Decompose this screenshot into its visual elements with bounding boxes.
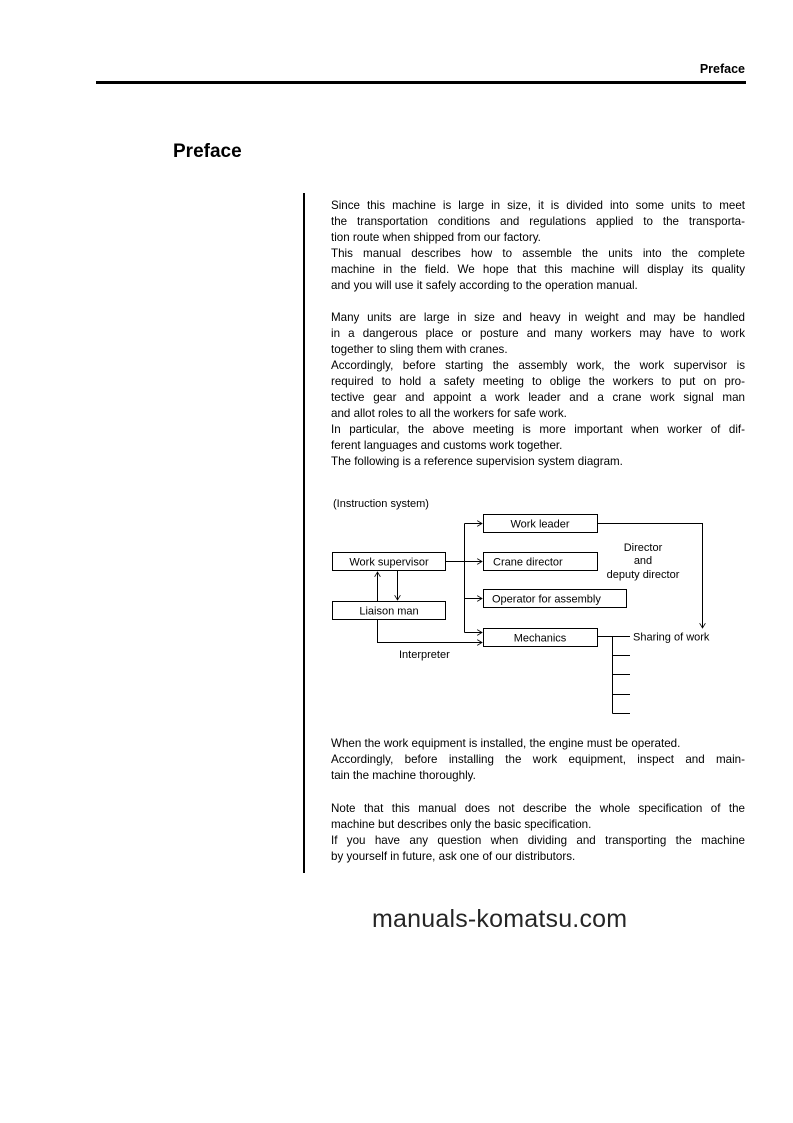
- interpreter-label: Interpreter: [399, 649, 450, 661]
- text-line: machine in the field. We hope that this machine will display its quality: [331, 263, 745, 276]
- sharing-of-work-label: Sharing of work: [633, 631, 710, 644]
- text-line: If you have any question when dividing and transporting the machine: [331, 834, 745, 847]
- liaison-man-label: Liaison man: [359, 605, 419, 618]
- text-line: by yourself in future, ask one of our distributors.: [331, 850, 576, 863]
- text-line: tion route when shipped from our factory.: [331, 231, 541, 244]
- director-label: Director: [623, 542, 663, 554]
- page-title: Preface: [173, 141, 242, 162]
- text-line: Many units are large in size and heavy in weight and may be handled: [331, 311, 745, 324]
- text-line: Accordingly, before installing the work equipment, inspect and main-: [331, 753, 745, 766]
- text-line: ferent languages and customs work together.: [331, 439, 563, 452]
- text-line: together to sling them with cranes.: [331, 343, 508, 356]
- mechanics-label: Mechanics: [513, 632, 567, 645]
- director-and-label: and: [633, 555, 653, 567]
- text-line: When the work equipment is installed, the engine must be operated.: [331, 737, 681, 750]
- diagram-caption: (Instruction system): [333, 498, 429, 510]
- operator-label: Operator for assembly: [492, 593, 601, 606]
- text-line: Since this machine is large in size, it is divided into some units to meet: [331, 199, 745, 212]
- watermark: manuals-komatsu.com: [372, 905, 628, 933]
- text-line: and you will use it safely according to the operation manual.: [331, 279, 638, 292]
- crane-director-label: Crane director: [493, 556, 563, 569]
- text-line: the transportation conditions and regulations applied to the transporta-: [331, 215, 745, 228]
- text-line: Note that this manual does not describe the whole specification of the: [331, 802, 745, 815]
- text-line: machine but describes only the basic specification.: [331, 818, 592, 831]
- work-supervisor-label: Work supervisor: [349, 556, 429, 569]
- text-line: required to hold a safety meeting to oblige the workers to put on pro-: [331, 375, 745, 388]
- text-line: tective gear and appoint a work leader and a crane work signal man: [331, 391, 745, 404]
- deputy-director-label: deputy director: [606, 569, 680, 581]
- work-leader-label: Work leader: [510, 518, 570, 531]
- text-line: and allot roles to all the workers for safe work.: [331, 407, 567, 420]
- text-line: Accordingly, before starting the assembly work, the work supervisor is: [331, 359, 745, 372]
- text-line: In particular, the above meeting is more important when worker of dif-: [331, 423, 745, 436]
- text-line: tain the machine thoroughly.: [331, 769, 476, 782]
- text-line: in a dangerous place or posture and many workers may have to work: [331, 327, 745, 340]
- text-line: This manual describes how to assemble the units into the complete: [331, 247, 745, 260]
- running-header: Preface: [699, 62, 745, 76]
- text-line: The following is a reference supervision system diagram.: [331, 455, 623, 468]
